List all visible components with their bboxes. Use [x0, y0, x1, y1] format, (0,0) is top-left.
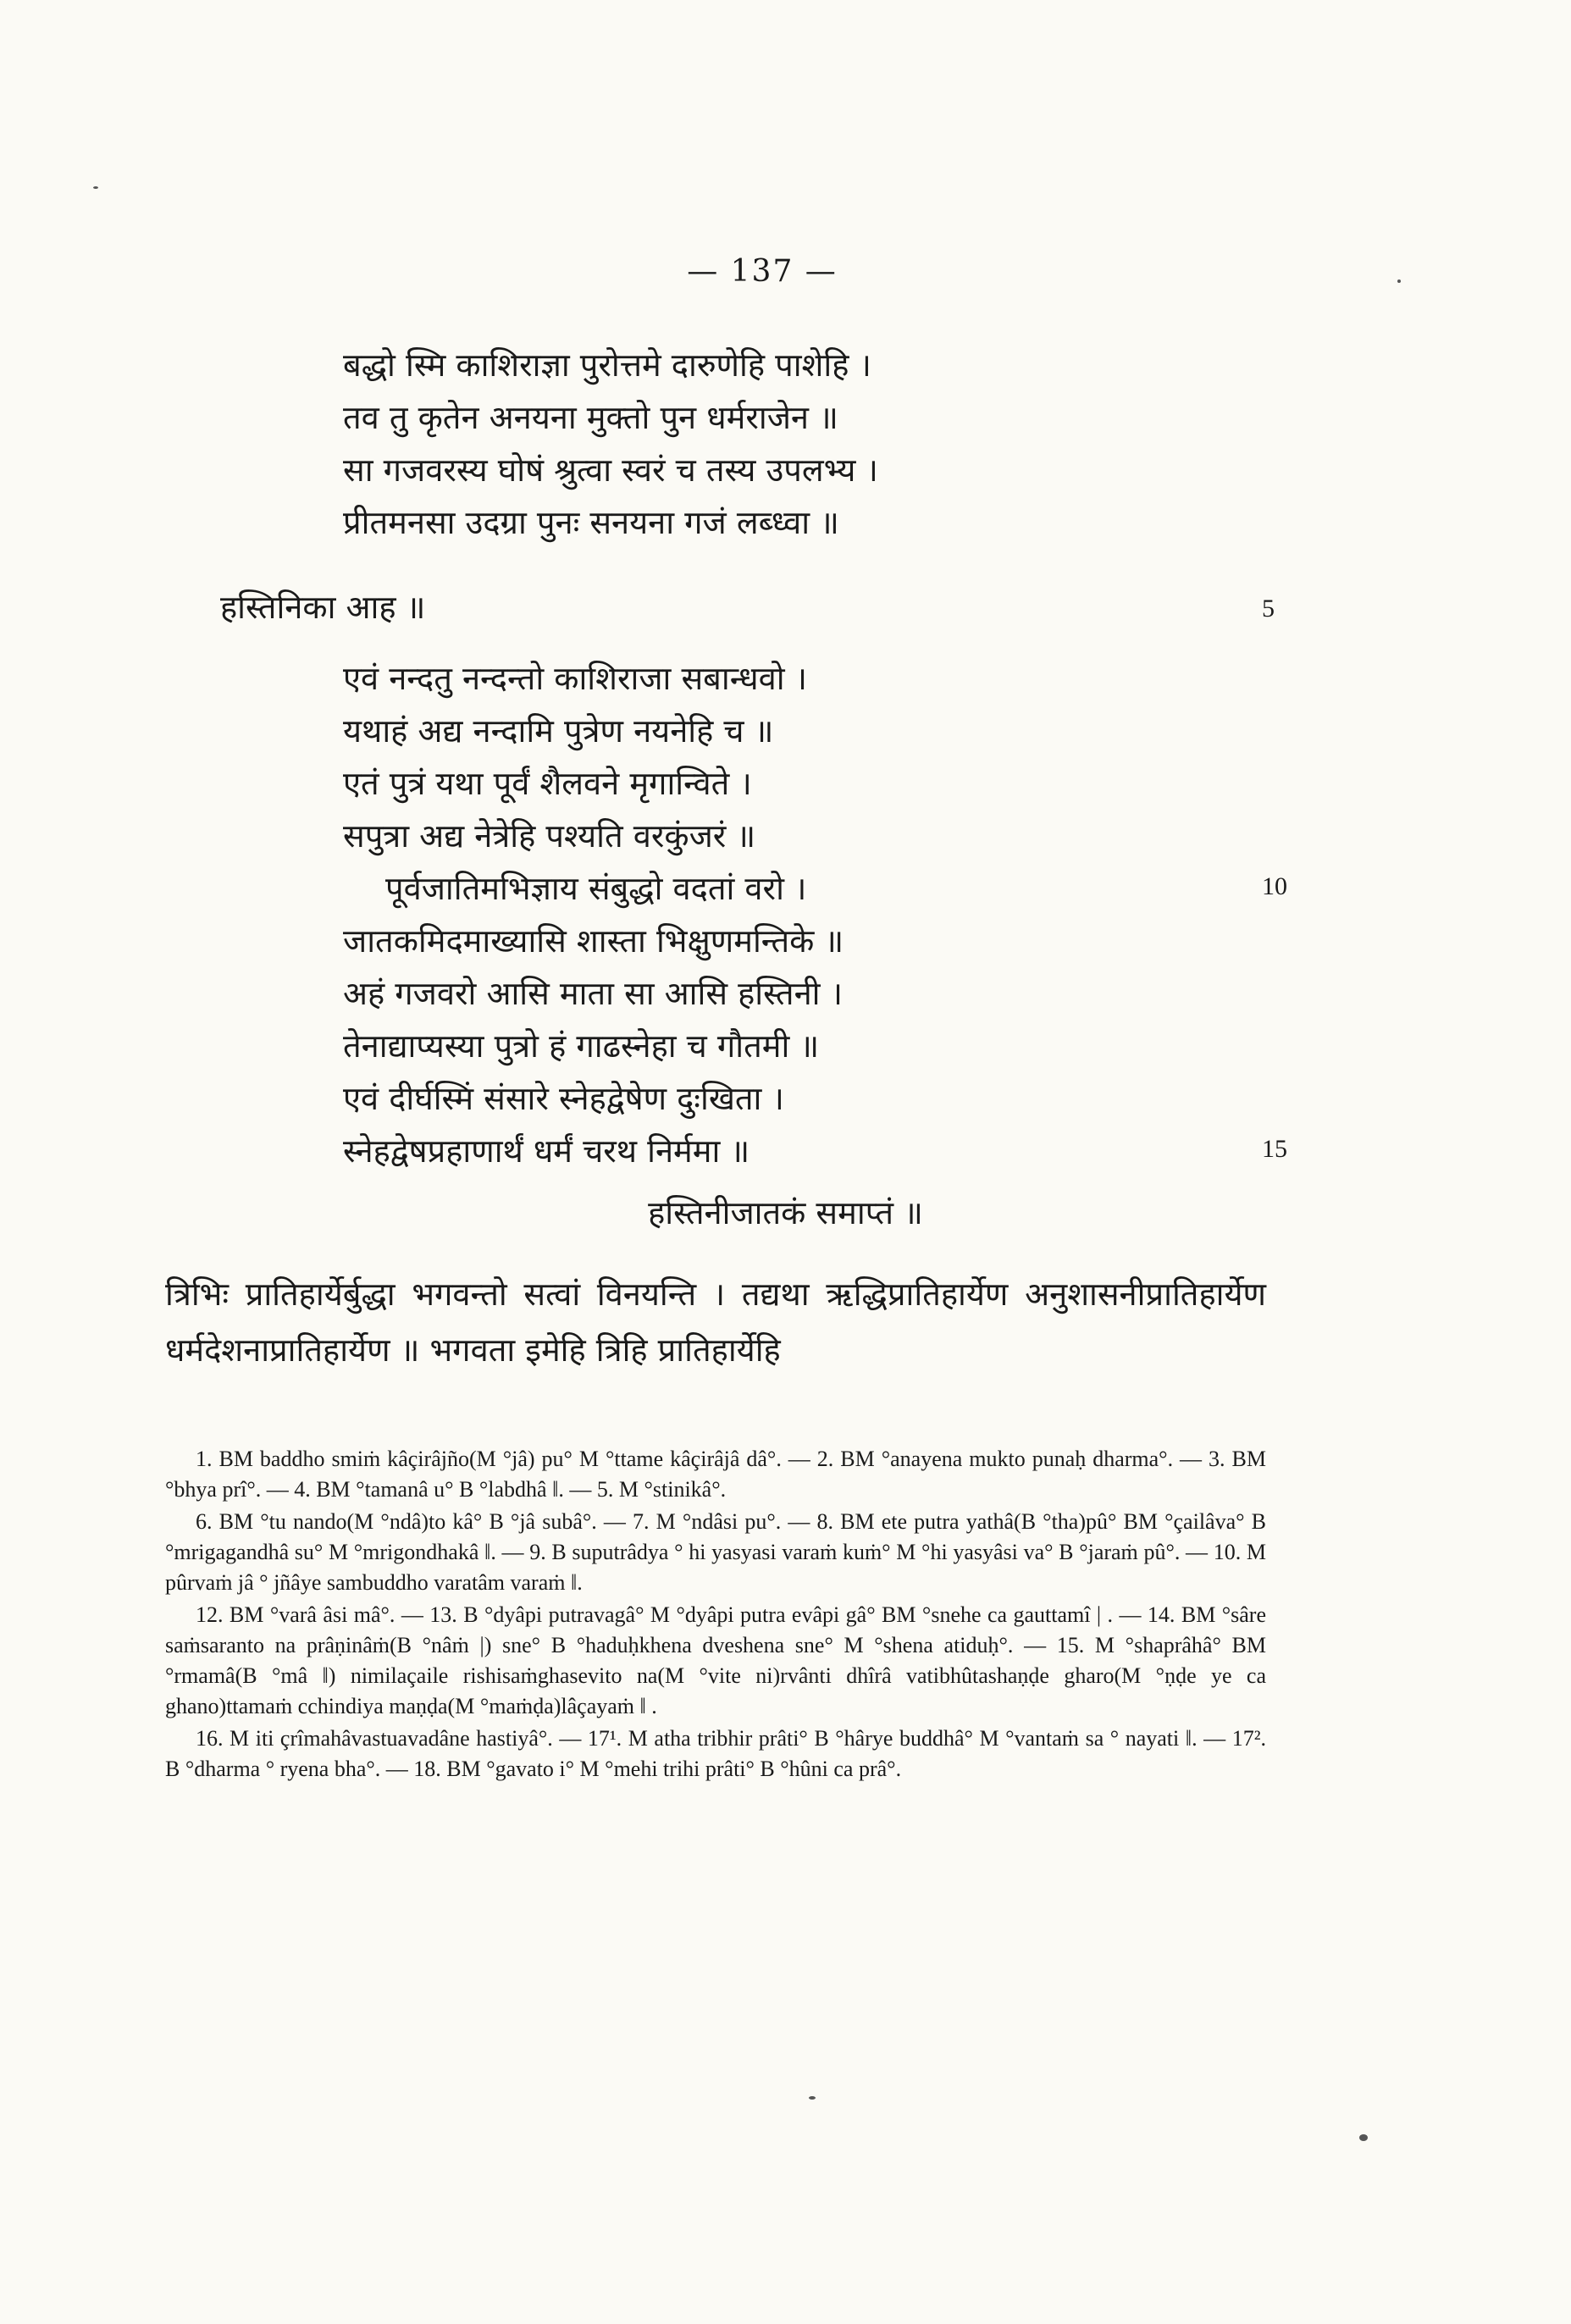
- scan-speck: [1359, 2134, 1368, 2141]
- prose-paragraph: त्रिभिः प्रातिहार्येर्बुद्धा भगवन्तो सत्वां विनयन्ति । तद्यथा ऋद्धिप्रातिहार्येण अनुशासनीप्रातिहार्येण धर्मदेशनाप्रातिहार्येण ॥ भगवता इमेहि त्रिहि प्रातिहार्येहि: [165, 1275, 1266, 1369]
- verse-line: अहं गजवरो आसि माता सा आसि हस्तिनी ।: [343, 975, 843, 1012]
- verse-line: एवं दीर्घस्मिं संसारे स्नेहद्वेषेण दुःखिता ।: [343, 1080, 784, 1117]
- scan-speck: [93, 186, 98, 189]
- verse-line: तव तु कृतेन अनयना मुक्तो पुन धर्मराजेन ॥: [343, 399, 838, 436]
- verse-line: एतं पुत्रं यथा पूर्वं शैलवने मृगान्विते ।: [343, 765, 752, 802]
- verse-line: तेनाद्याप्यस्या पुत्रो हं गाढस्नेहा च गौतमी ॥: [343, 1027, 820, 1065]
- scan-speck: [1397, 279, 1401, 283]
- footnote-paragraph: 1. BM baddho smiṁ kâçirâjño(M °jâ) pu° M °ttame kâçirâjâ dâ°. — 2. BM °anayena mukto punaḥ dharma°. — 3. BM °bhya prî°. — 4. BM °tamanâ u° B °labdhâ ‖. — 5. M °stinikâ°.: [165, 1447, 1266, 1502]
- line-number: 15: [1262, 1135, 1287, 1163]
- speaker-heading: हस्तिनिका आह ॥: [220, 589, 426, 626]
- verse-line: एवं नन्दतु नन्दन्तो काशिराजा सबान्धवो ।: [343, 660, 808, 697]
- line-number: 5: [1262, 595, 1275, 622]
- footnote-paragraph: 16. M iti çrîmahâvastuavadâne hastiyâ°. — 17¹. M atha tribhir prâti° B °hârye buddhâ° M °vantaṁ sa ° nayati ‖. — 17². B °dharma ° ryena bha°. — 18. BM °gavato i° M °mehi trihi prâti° B °hûni ca prâ°.: [165, 1726, 1266, 1781]
- line-number: 10: [1262, 872, 1287, 900]
- scan-speck: [809, 2096, 816, 2100]
- verse-line: पूर्वजातिमभिज्ञाय संबुद्धो वदतां वरो ।: [385, 870, 807, 907]
- footnote-paragraph: 12. BM °varâ âsi mâ°. — 13. B °dyâpi putravagâ° M °dyâpi putra evâpi gâ° BM °snehe ca gauttamî | . — 14. BM °sâre saṁsaranto na prâṇinâṁ(B °nâṁ |) sne° B °haduḥkhena dveshena sne° M °shena atiduḥ°. — 15. M °shaprâhâ° BM °rmamâ(B °mâ ‖) nimilaçaile rishisaṁghasevito na(M °vite ni)rvânti dhîrâ vatibhûtashaṇḍe gharo(M °ṇḍe ye ca ghano)ttamaṁ cchindiya maṇḍa(M °maṁḍa)lâçayaṁ ‖ .: [165, 1602, 1266, 1718]
- verse-line: प्रीतमनसा उदग्रा पुनः सनयना गजं लब्ध्वा ॥: [343, 504, 839, 541]
- colophon: हस्तिनीजातकं समाप्तं ॥: [648, 1194, 923, 1231]
- footnote-paragraph: 6. BM °tu nando(M °ndâ)to kâ° B °jâ subâ°. — 7. M °ndâsi pu°. — 8. BM ete putra yathâ(B °tha)pû° BM °çailâva° B °mrigagandhâ su° M °mrigondhakâ ‖. — 9. B suputrâdya ° hi yasyasi varaṁ kuṁ° M °hi yasyâsi va° B °jaraṁ pû°. — 10. M pûrvaṁ jâ ° jñâye sambuddho varatâm varaṁ ‖.: [165, 1509, 1266, 1595]
- verse-line: जातकमिदमाख्यासि शास्ता भिक्षुणमन्तिके ॥: [343, 922, 844, 960]
- verse-line: बद्धो स्मि काशिराज्ञा पुरोत्तमे दारुणेहि पाशेहि ।: [343, 346, 871, 384]
- verse-line: यथाहं अद्य नन्दामि पुत्रेण नयनेहि च ॥: [343, 712, 774, 750]
- verse-line: स्नेहद्वेषप्रहाणार्थं धर्मं चरथ निर्ममा ॥: [343, 1132, 750, 1170]
- verse-line: सा गजवरस्य घोषं श्रुत्वा स्वरं च तस्य उपलभ्य ।: [343, 451, 878, 489]
- footnotes: [165, 1444, 1266, 1786]
- page-number: — 137 —: [687, 254, 838, 289]
- verse-line: सपुत्रा अद्य नेत्रेहि पश्यति वरकुंजरं ॥: [343, 817, 756, 855]
